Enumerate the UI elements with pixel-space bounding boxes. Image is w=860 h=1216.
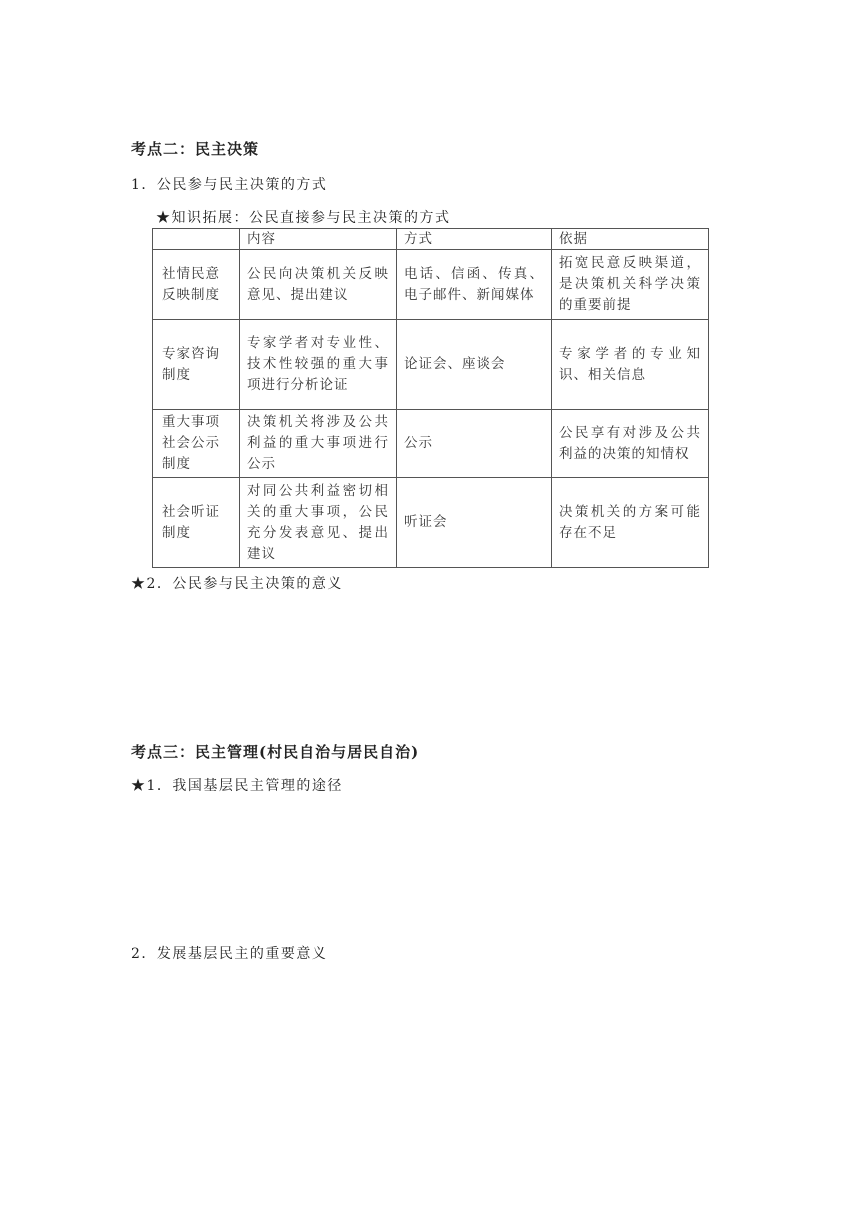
table-row bbox=[153, 410, 709, 478]
table-header-cell: 内容 bbox=[240, 229, 397, 250]
section3-title: 考点三：民主管理(村民自治与居民自治) bbox=[131, 743, 420, 761]
table-cell: 社会听证制度 bbox=[153, 478, 240, 568]
table-header-cell bbox=[153, 229, 240, 250]
table-cell: 公示 bbox=[397, 410, 552, 478]
section2-title: 考点二：民主决策 bbox=[131, 140, 260, 158]
table-header-row bbox=[153, 229, 709, 250]
participation-methods-table bbox=[152, 228, 709, 568]
table-row bbox=[153, 478, 709, 568]
table-cell: 社情民意反映制度 bbox=[153, 250, 240, 320]
table-cell: 对同公共利益密切相关的重大事项，公民充分发表意见、提出建议 bbox=[240, 478, 397, 568]
table-header-cell: 方式 bbox=[397, 229, 552, 250]
table-cell: 决策机关将涉及公共利益的重大事项进行公示 bbox=[240, 410, 397, 478]
section3-item1: ★1．我国基层民主管理的途径 bbox=[131, 778, 343, 794]
table-row bbox=[153, 250, 709, 320]
table-cell: 专家学者对专业性、技术性较强的重大事项进行分析论证 bbox=[240, 320, 397, 410]
table-cell: 拓宽民意反映渠道，是决策机关科学决策的重要前提 bbox=[552, 250, 709, 320]
table-cell: 电话、信函、传真、电子邮件、新闻媒体 bbox=[397, 250, 552, 320]
table-cell: 公民向决策机关反映意见、提出建议 bbox=[240, 250, 397, 320]
table-header-cell: 依据 bbox=[552, 229, 709, 250]
table-cell: 论证会、座谈会 bbox=[397, 320, 552, 410]
table-cell: 决策机关的方案可能存在不足 bbox=[552, 478, 709, 568]
table-cell: 公民享有对涉及公共利益的决策的知情权 bbox=[552, 410, 709, 478]
table-cell: 听证会 bbox=[397, 478, 552, 568]
section2-item2: ★2．公民参与民主决策的意义 bbox=[131, 576, 343, 592]
table-row bbox=[153, 320, 709, 410]
table-cell: 专家学者的专业知识、相关信息 bbox=[552, 320, 709, 410]
table-cell: 专家咨询制度 bbox=[153, 320, 240, 410]
section2-item1: 1．公民参与民主决策的方式 bbox=[131, 177, 328, 193]
table-cell: 重大事项社会公示制度 bbox=[153, 410, 240, 478]
knowledge-expand-note: ★知识拓展：公民直接参与民主决策的方式 bbox=[156, 210, 451, 226]
section3-item2: 2．发展基层民主的重要意义 bbox=[131, 946, 328, 962]
